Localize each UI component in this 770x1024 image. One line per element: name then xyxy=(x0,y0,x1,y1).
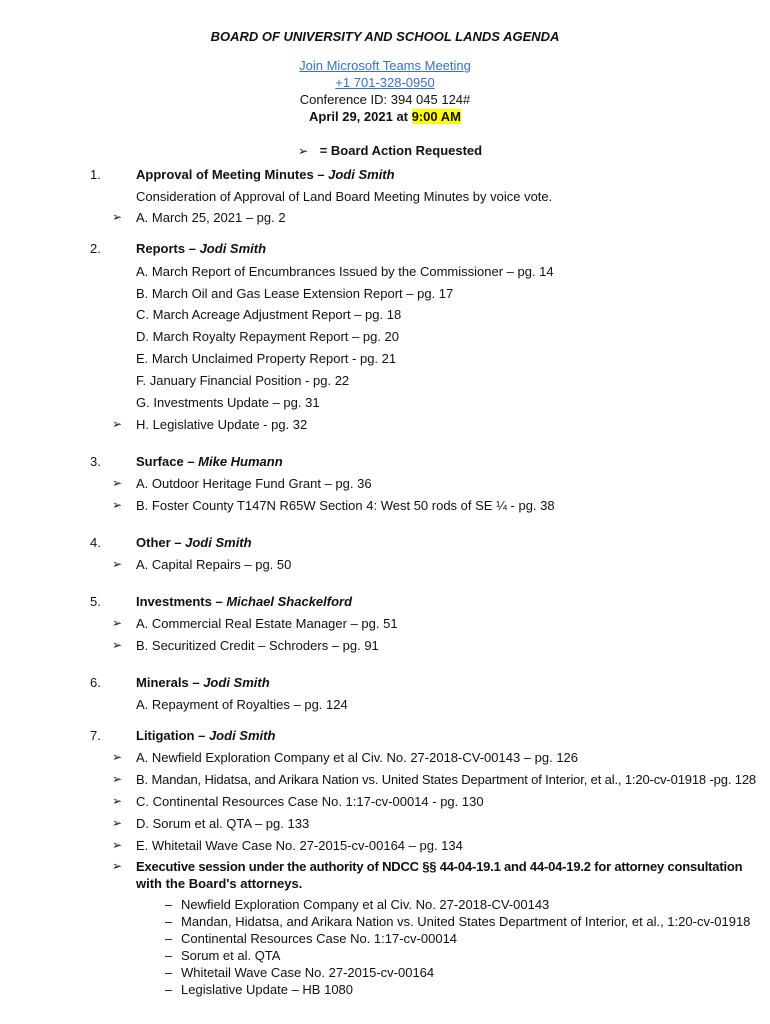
executive-session-line2: with the Board's attorneys. xyxy=(136,876,303,891)
arrow-bullet-icon: ➢ xyxy=(112,638,123,652)
agenda-item: B. Mandan, Hidatsa, and Arikara Nation vs. United States Department of Interior, et al., 1:20-cv-01918 -pg. 128 xyxy=(136,772,756,787)
executive-session-line1: Executive session under the authority of NDCC §§ 44-04-19.1 and 44-04-19.2 for attorney consultation xyxy=(136,859,743,874)
section-number: 2. xyxy=(90,241,101,256)
agenda-item: G. Investments Update – pg. 31 xyxy=(136,395,320,410)
section-presenter: Mike Humann xyxy=(198,454,283,469)
agenda-item: A. March Report of Encumbrances Issued by the Commissioner – pg. 14 xyxy=(136,264,554,279)
executive-item: Mandan, Hidatsa, and Arikara Nation vs. United States Department of Interior, et al., 1:20-cv-01918 xyxy=(181,914,751,929)
section-heading xyxy=(136,675,270,690)
executive-item: Continental Resources Case No. 1:17-cv-00014 xyxy=(181,931,458,946)
section-presenter: Jodi Smith xyxy=(208,728,276,743)
arrow-bullet-icon: ➢ xyxy=(112,750,123,764)
section-presenter: Michael Shackelford xyxy=(226,594,353,609)
section-heading-title: Other – xyxy=(136,535,186,550)
executive-item: Sorum et al. QTA xyxy=(181,948,281,963)
section-number: 1. xyxy=(90,167,101,182)
arrow-bullet-icon: ➢ xyxy=(112,417,123,431)
dash-bullet-icon: – xyxy=(165,897,173,912)
agenda-item: A. Repayment of Royalties – pg. 124 xyxy=(136,697,348,712)
arrow-bullet-icon: ➢ xyxy=(112,498,123,512)
action-legend xyxy=(298,143,482,158)
section-heading xyxy=(136,241,266,256)
section-heading-title: Minerals – xyxy=(136,675,204,690)
section-presenter: Jodi Smith xyxy=(328,167,395,182)
section-heading xyxy=(136,167,395,182)
arrow-bullet-icon: ➢ xyxy=(112,210,123,224)
section-presenter: Jodi Smith xyxy=(203,675,270,690)
arrow-bullet-icon: ➢ xyxy=(112,794,123,808)
section-note: Consideration of Approval of Land Board Meeting Minutes by voice vote. xyxy=(136,189,553,204)
dash-bullet-icon: – xyxy=(165,965,173,980)
dash-bullet-icon: – xyxy=(165,948,173,963)
section-presenter: Jodi Smith xyxy=(199,241,267,256)
agenda-item: C. Continental Resources Case No. 1:17-cv-00014 - pg. 130 xyxy=(136,794,484,809)
section-heading xyxy=(136,454,283,469)
section-heading-title: Surface – xyxy=(136,454,199,469)
arrow-bullet-icon: ➢ xyxy=(112,772,123,786)
executive-item: Whitetail Wave Case No. 27-2015-cv-00164 xyxy=(181,965,435,980)
agenda-item: C. March Acreage Adjustment Report – pg. 18 xyxy=(136,307,402,322)
section-number: 6. xyxy=(90,675,101,690)
arrow-bullet-icon: ➢ xyxy=(112,838,123,852)
section-heading-title: Reports – xyxy=(136,241,200,256)
section-heading-title: Litigation – xyxy=(136,728,209,743)
agenda-item: B. Securitized Credit – Schroders – pg. 91 xyxy=(136,638,379,653)
section-heading xyxy=(136,728,275,743)
arrow-bullet-icon: ➢ xyxy=(112,476,123,490)
section-number: 7. xyxy=(90,728,101,743)
section-heading xyxy=(136,594,352,609)
section-number: 5. xyxy=(90,594,101,609)
section-heading xyxy=(136,535,252,550)
meeting-date-prefix: April 29, 2021 at xyxy=(309,109,412,124)
agenda-item: D. March Royalty Repayment Report – pg. 20 xyxy=(136,329,400,344)
section-heading-title: Approval of Meeting Minutes – xyxy=(136,167,329,182)
teams-meeting-link[interactable]: Join Microsoft Teams Meeting xyxy=(299,58,471,73)
executive-item: Legislative Update – HB 1080 xyxy=(181,982,354,997)
phone-link[interactable]: +1 701-328-0950 xyxy=(335,75,435,90)
agenda-item: E. March Unclaimed Property Report - pg. 21 xyxy=(136,351,397,366)
section-heading-title: Investments – xyxy=(136,594,227,609)
dash-bullet-icon: – xyxy=(165,931,173,946)
arrow-bullet-icon: ➢ xyxy=(298,144,309,158)
executive-item: Newfield Exploration Company et al Civ. No. 27-2018-CV-00143 xyxy=(181,897,550,912)
arrow-bullet-icon: ➢ xyxy=(112,616,123,630)
agenda-item: E. Whitetail Wave Case No. 27-2015-cv-00164 – pg. 134 xyxy=(136,838,463,853)
action-legend-text: = Board Action Requested xyxy=(319,143,483,158)
agenda-item: B. Foster County T147N R65W Section 4: West 50 rods of SE ¼ - pg. 38 xyxy=(136,498,555,513)
arrow-bullet-icon: ➢ xyxy=(112,816,123,830)
agenda-item: B. March Oil and Gas Lease Extension Report – pg. 17 xyxy=(136,286,454,301)
section-presenter: Jodi Smith xyxy=(185,535,252,550)
agenda-item: F. January Financial Position - pg. 22 xyxy=(136,373,350,388)
dash-bullet-icon: – xyxy=(165,982,173,997)
arrow-bullet-icon: ➢ xyxy=(112,859,123,873)
agenda-item: A. March 25, 2021 – pg. 2 xyxy=(136,210,286,225)
agenda-item: D. Sorum et al. QTA – pg. 133 xyxy=(136,816,310,831)
section-number: 4. xyxy=(90,535,101,550)
agenda-item: A. Outdoor Heritage Fund Grant – pg. 36 xyxy=(136,476,372,491)
agenda-item: A. Newfield Exploration Company et al Civ. No. 27-2018-CV-00143 – pg. 126 xyxy=(136,750,579,765)
agenda-item: H. Legislative Update - pg. 32 xyxy=(136,417,308,432)
agenda-item: A. Capital Repairs – pg. 50 xyxy=(136,557,292,572)
meeting-date xyxy=(0,109,770,124)
arrow-bullet-icon: ➢ xyxy=(112,557,123,571)
agenda-item: A. Commercial Real Estate Manager – pg. 51 xyxy=(136,616,398,631)
conference-id: Conference ID: 394 045 124# xyxy=(299,92,471,107)
dash-bullet-icon: – xyxy=(165,914,173,929)
meeting-time: 9:00 AM xyxy=(411,109,461,124)
agenda-title: BOARD OF UNIVERSITY AND SCHOOL LANDS AGENDA xyxy=(210,29,560,44)
section-number: 3. xyxy=(90,454,101,469)
